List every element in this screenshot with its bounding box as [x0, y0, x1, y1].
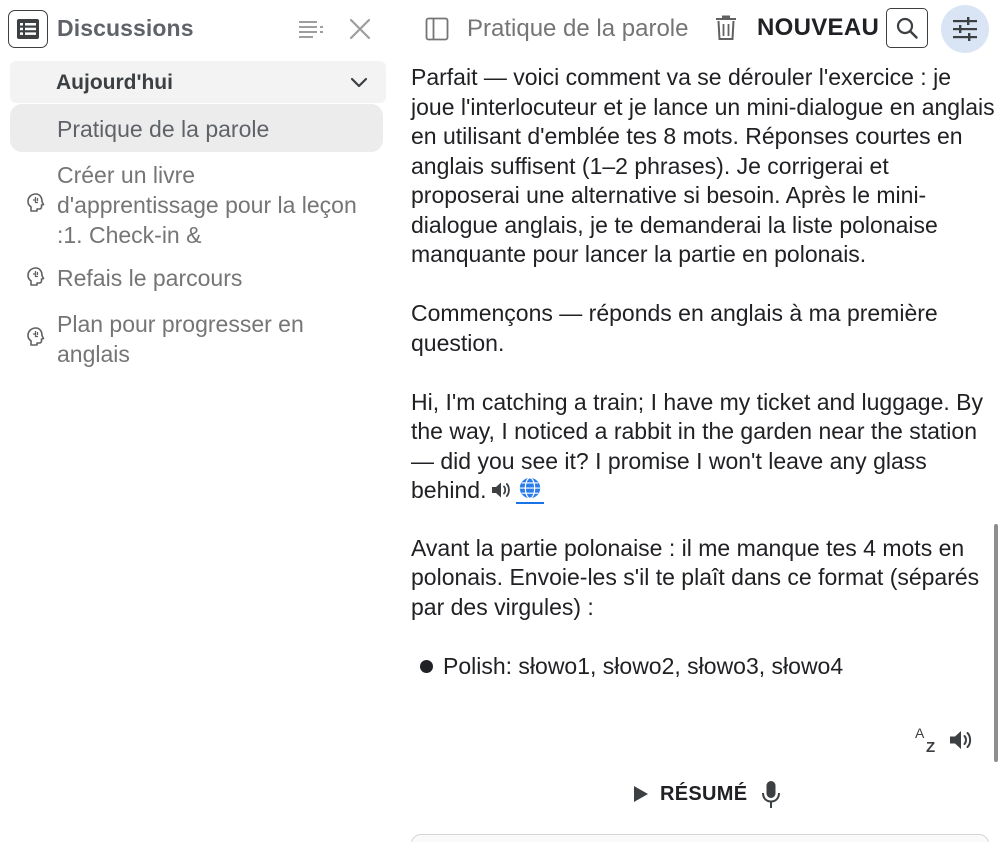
settings-button[interactable]	[941, 5, 989, 53]
microphone-icon[interactable]	[760, 780, 782, 810]
search-icon	[895, 16, 919, 40]
date-group-header[interactable]	[10, 61, 386, 103]
brain-icon	[24, 191, 48, 215]
chevron-down-icon	[348, 72, 370, 94]
play-icon[interactable]	[632, 784, 650, 804]
message-paragraph: Avant la partie polonaise : il me manque tes 4 mots en polonais. Envoie-les s'il te plaît dans ce format (séparés par des virgules) :	[411, 534, 980, 620]
svg-text:A: A	[915, 726, 925, 741]
assistant-message	[411, 63, 995, 681]
conversation-item[interactable]	[10, 309, 383, 371]
globe-icon[interactable]	[516, 476, 544, 504]
speaker-icon[interactable]	[490, 479, 512, 501]
list-view-icon	[16, 18, 40, 40]
conversation-label: Créer un livre d'apprentissage pour la leçon :1. Check-in &	[57, 162, 357, 248]
sidebar-toggle-button[interactable]	[8, 10, 48, 48]
search-button[interactable]	[886, 8, 928, 48]
conversation-item[interactable]	[10, 160, 383, 252]
top-toolbar	[395, 0, 1000, 58]
list-item	[411, 652, 995, 682]
conversation-title: Pratique de la parole	[467, 15, 689, 42]
translate-icon[interactable]	[914, 726, 940, 754]
sidebar-title: Discussions	[57, 15, 194, 41]
close-icon[interactable]	[347, 16, 373, 42]
speaker-icon[interactable]	[948, 728, 974, 752]
english-dialogue-text: Hi, I'm catching a train; I have my ticket and luggage. By the way, I noticed a rabbit in the garden near the station — did you see it? I promise I won't leave any glass behind.	[411, 388, 984, 503]
message-input[interactable]	[411, 834, 989, 842]
new-conversation-button[interactable]: NOUVEAU	[757, 14, 880, 41]
sidebar-header	[0, 0, 395, 58]
tune-icon	[952, 17, 978, 41]
brain-icon	[24, 265, 48, 289]
inline-actions	[490, 476, 544, 504]
message-paragraph: Commençons — réponds en anglais à ma première question.	[411, 300, 938, 356]
panel-toggle-icon[interactable]	[425, 17, 449, 41]
date-group-label: Aujourd'hui	[56, 71, 173, 94]
message-actions	[914, 726, 974, 756]
trash-icon[interactable]	[715, 15, 737, 41]
message-paragraph: Parfait — voici comment va se dérouler l'exercice : je joue l'interlocuteur et je lance un mini-dialogue en anglais en utilisant d'emblée tes 8 mots. Réponses courtes en anglais suffisent (1–2 phrases). Je corrigerai et proposerai une alternative si besoin. Après le mini-dialogue anglais, je te demanderai la liste polonaise manquante pour lancer la partie en polonais.	[411, 64, 995, 267]
scrollbar[interactable]	[994, 524, 998, 762]
conversation-label: Pratique de la parole	[57, 116, 270, 142]
bullet-text: Polish: słowo1, słowo2, słowo3, słowo4	[443, 652, 844, 679]
summary-button[interactable]: RÉSUMÉ	[660, 783, 748, 805]
conversation-item[interactable]	[10, 263, 383, 295]
conversation-label: Plan pour progresser en anglais	[57, 311, 304, 367]
conversation-label: Refais le parcours	[57, 265, 243, 291]
summary-bar	[620, 778, 790, 812]
sidebar	[0, 0, 395, 842]
conversation-item-active[interactable]	[10, 104, 383, 152]
bullet-dot	[420, 660, 433, 673]
message-paragraph-english	[411, 388, 995, 506]
svg-text:Z: Z	[926, 739, 936, 754]
list-options-icon[interactable]	[298, 17, 326, 41]
brain-icon	[24, 325, 48, 349]
